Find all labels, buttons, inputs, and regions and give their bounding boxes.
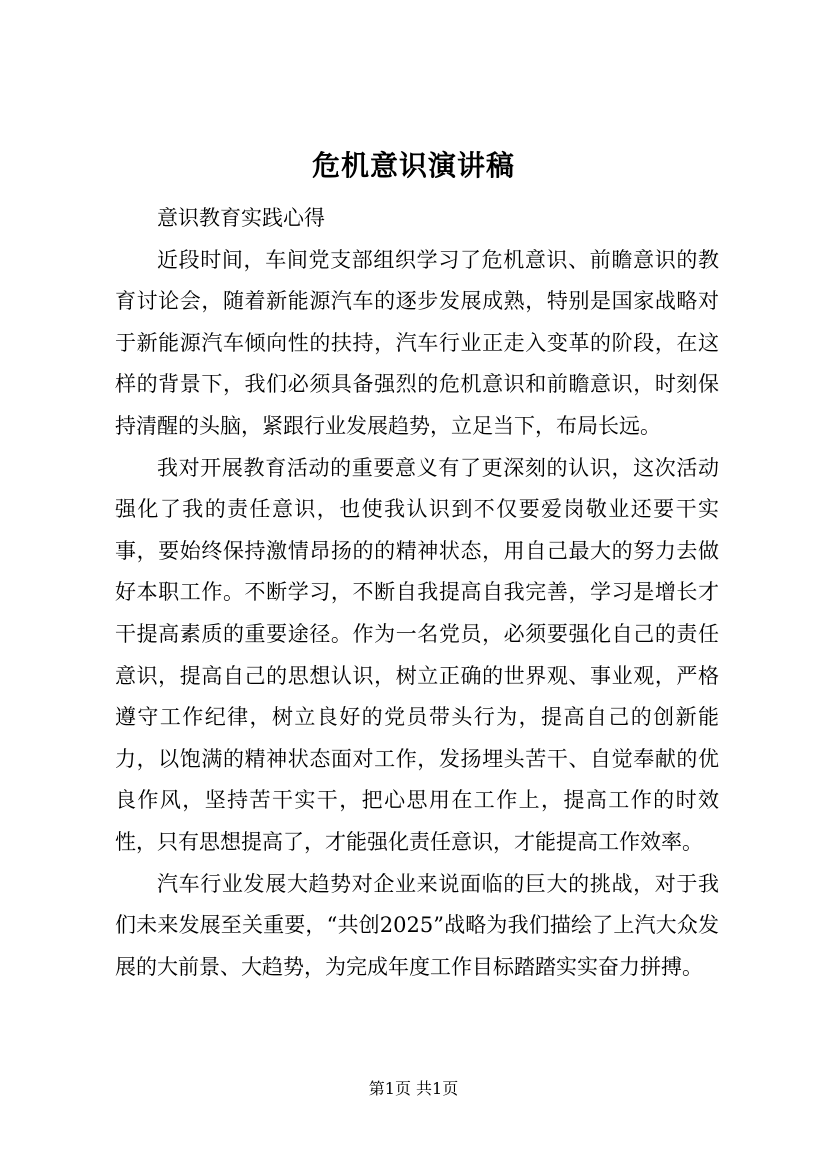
paragraph-2: 我对开展教育活动的重要意义有了更深刻的认识，这次活动强化了我的责任意识，也使我认识到不仅要爱岗敬业还要干实事，要始终保持激情昂扬的的精神状态，用自己最大的努力去做好本职工作。不断学习，不断自我提高自我完善，学习是增长才干提高素质的重要途径。作为一名党员，必须要强化自己的责任意识，提高自己的思想认识，树立正确的世界观、事业观，严格遵守工作纪律，树立良好的党员带头行为，提高自己的创新能力，以饱满的精神状态面对工作，发扬埋头苦干、自觉奉献的优良作风，坚持苦干实干，把心思用在工作上，提高工作的时效性，只有思想提高了，才能强化责任意识，才能提高工作效率。 xyxy=(115,455,719,854)
document-subtitle: 意识教育实践心得 xyxy=(157,206,325,230)
document-body xyxy=(115,198,719,988)
document-title: 危机意识演讲稿 xyxy=(311,149,515,182)
paragraph-3: 汽车行业发展大趋势对企业来说面临的巨大的挑战，对于我们未来发展至关重要，“共创2025”战略为我们描绘了上汽大众发展的大前景、大趋势，为完成年度工作目标踏踏实实奋力拼搏。 xyxy=(115,871,719,979)
page-footer: 第1页 共1页 xyxy=(368,1079,459,1098)
paragraph-1: 近段时间，车间党支部组织学习了危机意识、前瞻意识的教育讨论会，随着新能源汽车的逐步发展成熟，特别是国家战略对于新能源汽车倾向性的扶持，汽车行业正走入变革的阶段，在这样的背景下，我们必须具备强烈的危机意识和前瞻意识，时刻保持清醒的头脑，紧跟行业发展趋势，立足当下，布局长远。 xyxy=(115,247,719,438)
